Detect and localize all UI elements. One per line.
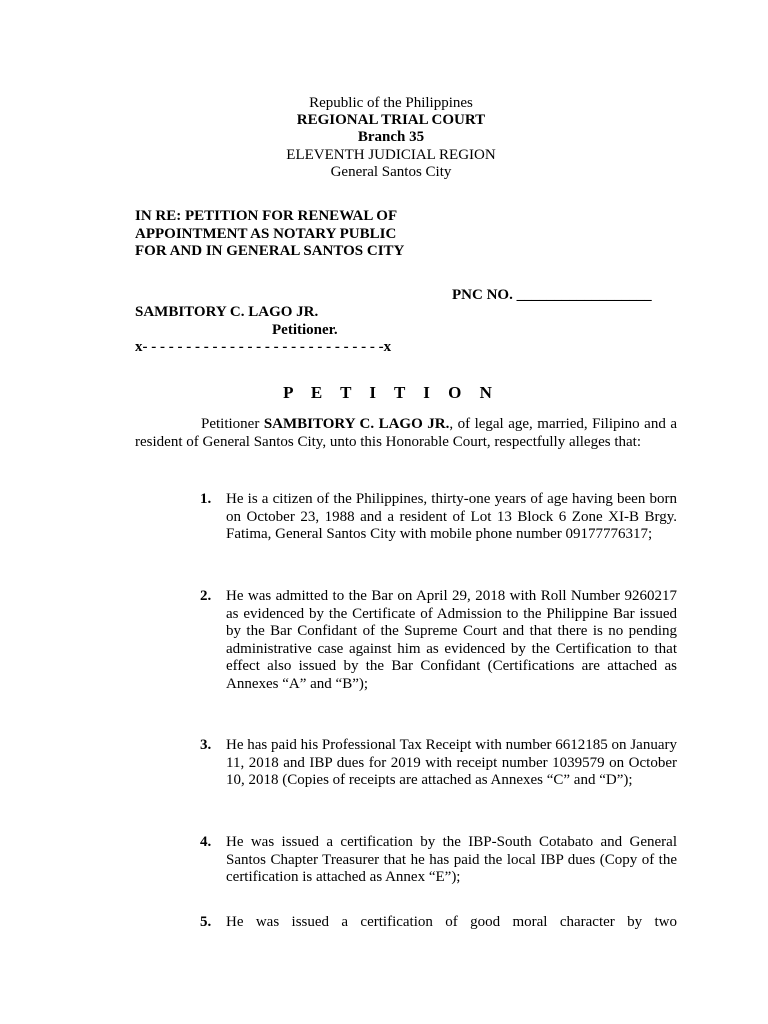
item-4-text: He was issued a certification by the IBP-South Cotabato and General Santos Chapter Treasurer that he has paid the local IBP dues (Copy of the certification is attached as Annex “E”);	[226, 834, 677, 885]
intro-paragraph	[135, 416, 677, 451]
intro-petitioner-name: SAMBITORY C. LAGO JR.	[263, 416, 450, 432]
caption-line-3: FOR AND IN GENERAL SANTOS CITY	[135, 243, 405, 259]
intro-prefix: Petitioner	[201, 416, 264, 432]
item-1-number: 1.	[200, 491, 212, 507]
item-2-text: He was admitted to the Bar on April 29, 2018 with Roll Number 9260217 as evidenced by the Certificate of Admission to the Philippine Bar issued by the Bar Confidant of the Supreme Court and that there is no pending administrative case against him as evidenced by the Certification to that effect also issued by the Bar Confidant (Certifications are attached as Annexes “A” and “B”);	[226, 588, 677, 692]
item-4-number: 4.	[200, 834, 212, 850]
caption-line-2: APPOINTMENT AS NOTARY PUBLIC	[135, 225, 397, 242]
case-caption	[135, 208, 404, 261]
item-3-number: 3.	[200, 737, 212, 753]
item-3-text: He has paid his Professional Tax Receipt with number 6612185 on January 11, 2018 and IBP dues for 2019 with receipt number 1039579 on October 10, 2018 (Copies of receipts are attached as Annexes “C” and “D”);	[226, 737, 677, 788]
pnc-number: PNC NO. __________________	[452, 287, 652, 303]
item-5-number: 5.	[200, 914, 212, 930]
document-title: P E T I T I O N	[283, 383, 499, 402]
petitioner-name: SAMBITORY C. LAGO JR.	[135, 304, 319, 320]
header-region: ELEVENTH JUDICIAL REGION	[286, 147, 496, 163]
header-court: REGIONAL TRIAL COURT	[296, 112, 486, 128]
petitioner-role: Petitioner.	[272, 322, 338, 338]
caption-line-1: IN RE: PETITION FOR RENEWAL OF	[135, 208, 398, 224]
item-5-text: He was issued a certification of good moral character by two	[226, 914, 677, 930]
header-city: General Santos City	[330, 164, 452, 180]
header-branch: Branch 35	[357, 129, 425, 145]
item-1-text: He is a citizen of the Philippines, thirty-one years of age having been born on October 23, 1988 and a resident of Lot 13 Block 6 Zone XI-B Brgy. Fatima, General Santos City with mobile phone number 09177776317;	[226, 491, 677, 542]
item-2-number: 2.	[200, 588, 212, 604]
caption-separator: x- - - - - - - - - - - - - - - - - - - - - - - - - - - -x	[135, 339, 392, 355]
header-republic: Republic of the Philippines	[309, 95, 473, 111]
intro-rest: , of legal age, married, Filipino and a resident of General Santos City, unto this Honorable Court, respectfully alleges that:	[135, 416, 677, 450]
